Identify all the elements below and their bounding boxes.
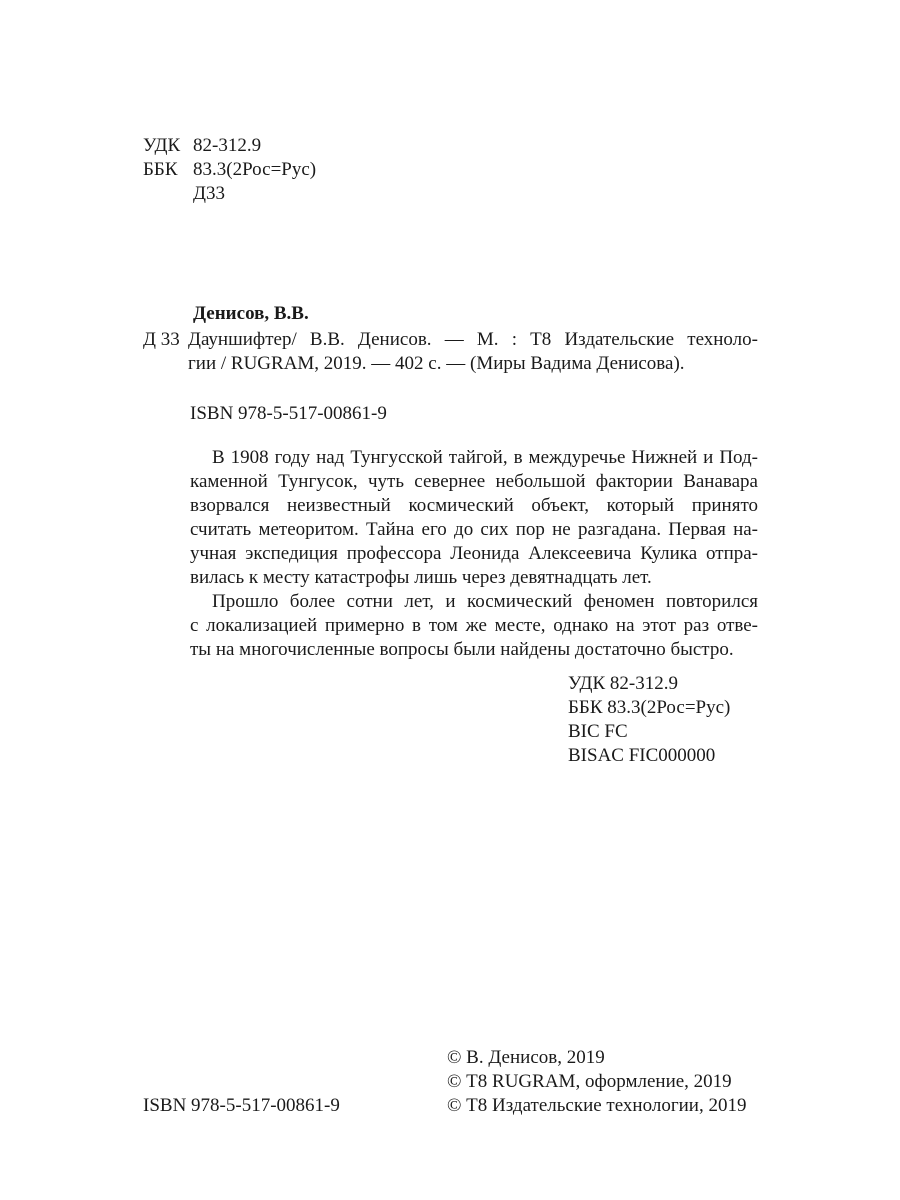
annotation-line: Прошло более сотни лет, и космический феномен повторился	[212, 591, 758, 612]
bbk-value: 83.3(2Рос=Рус)	[193, 159, 317, 180]
classification-bisac: BISAC FIC000000	[568, 745, 716, 766]
copyright-line: © Т8 RUGRAM, оформление, 2019	[447, 1071, 732, 1092]
entry-line-1: Дауншифтер/ В.В. Денисов. — М. : Т8 Издательские техноло-	[188, 329, 758, 350]
copyright-line: © В. Денисов, 2019	[447, 1047, 605, 1068]
udk-row	[143, 134, 316, 158]
author-sign: Д33	[193, 183, 225, 204]
shelf-mark: Д 33	[143, 329, 180, 350]
annotation-line: В 1908 году над Тунгусской тайгой, в междуречье Нижней и Под-	[212, 447, 758, 468]
annotation-line: считать метеоритом. Тайна его до сих пор не разгадана. Первая на-	[190, 519, 758, 540]
annotation-line: ты на многочисленные вопросы были найдены достаточно быстро.	[190, 639, 734, 660]
annotation-line: вилась к месту катастрофы лишь через девятнадцать лет.	[190, 567, 652, 588]
annotation	[190, 446, 758, 662]
copyright-line: © Т8 Издательские технологии, 2019	[447, 1095, 747, 1116]
catalog-isbn: ISBN 978-5-517-00861-9	[190, 403, 387, 424]
udk-value: 82-312.9	[193, 135, 262, 156]
author-heading: Денисов, В.В.	[193, 303, 309, 324]
annotation-line: каменной Тунгусок, чуть севернее небольшой фактории Ванавара	[190, 471, 758, 492]
footer-isbn: ISBN 978-5-517-00861-9	[143, 1095, 340, 1116]
annotation-paragraph-2	[190, 590, 758, 662]
classification-block	[568, 672, 730, 768]
classification-bbk: ББК 83.3(2Рос=Рус)	[568, 697, 731, 718]
classification-udk: УДК 82-312.9	[568, 673, 678, 694]
bbk-row	[143, 158, 316, 182]
annotation-line: взорвался неизвестный космический объект, который принято	[190, 495, 758, 516]
udk-label: УДК	[143, 135, 181, 156]
copyright-block	[447, 1046, 746, 1118]
author-sign-row	[143, 182, 316, 206]
annotation-paragraph-1	[190, 446, 758, 590]
classification-bic: BIC FC	[568, 721, 628, 742]
bbk-label: ББК	[143, 159, 178, 180]
annotation-line: с локализацией примерно в том же месте, однако на этот раз отве-	[190, 615, 758, 636]
annotation-line: учная экспедиция профессора Леонида Алексеевича Кулика отпра-	[190, 543, 758, 564]
header-codes	[143, 134, 316, 206]
catalog-entry	[188, 328, 758, 376]
entry-line-2: гии / RUGRAM, 2019. — 402 с. — (Миры Вадима Денисова).	[188, 353, 685, 374]
